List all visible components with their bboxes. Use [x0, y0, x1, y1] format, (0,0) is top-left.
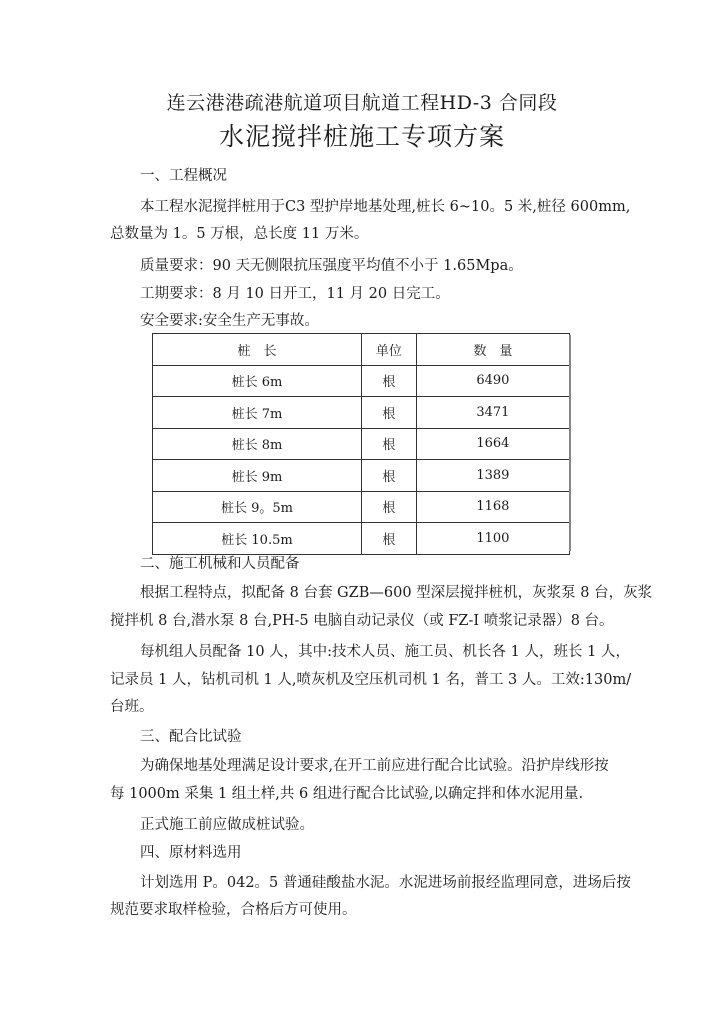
cell-quantity: 1100 [416, 523, 569, 555]
cell-pile-length: 桩长 10.5m [153, 523, 362, 555]
document-title: 水泥搅拌桩施工专项方案 [218, 122, 505, 151]
section-4-para-line: 规范要求取样检验，合格后方可使用。 [110, 902, 357, 918]
cell-quantity: 1389 [416, 460, 569, 492]
section-3-para-line: 每 1000m 采集 1 组土样,共 6 组进行配合比试验,以确定拌和体水泥用量. [110, 786, 584, 802]
section-2-para-line: 根据工程特点，拟配备 8 台套 GZB—600 型深层搅拌桩机，灰浆泵 8 台，灰浆 [140, 585, 653, 601]
table-row [153, 428, 570, 460]
pile-quantity-table [152, 333, 570, 555]
section-2-para-line: 记录员 1 人，钻机司机 1 人,喷灰机及空压机司机 1 名，普工 3 人。工效:130m/ [110, 672, 632, 688]
safety-requirement: 安全要求:安全生产无事故。 [140, 313, 319, 329]
cell-quantity: 6490 [416, 365, 569, 397]
section-3-para-line: 正式施工前应做成桩试验。 [140, 817, 314, 833]
cell-unit: 根 [361, 365, 416, 397]
cell-pile-length: 桩长 6m [153, 365, 362, 397]
quality-requirement: 质量要求：90 天无侧限抗压强度平均值不小于 1.65Mpa。 [140, 258, 523, 274]
section-1-para-line: 本工程水泥搅拌桩用于C3 型护岸地基处理,桩长 6~10。5 米,桩径 600mm, [140, 199, 631, 215]
section-2-heading: 二、施工机械和人员配备 [140, 556, 300, 572]
schedule-requirement: 工期要求：8 月 10 日开工，11 月 20 日完工。 [140, 286, 450, 302]
table-row [153, 397, 570, 429]
section-2-para-line: 每机组人员配备 10 人，其中:技术人员、施工员、机长各 1 人，班长 1 人， [140, 644, 630, 660]
table-row [153, 523, 570, 555]
section-1-para-line: 总数量为 1。5 万根，总长度 11 万米。 [110, 226, 369, 242]
section-2-para-line: 搅拌机 8 台,潜水泵 8 台,PH-5 电脑自动记录仪（或 FZ-I 喷浆记录器）8 台。 [110, 613, 614, 629]
section-4-heading: 四、原材料选用 [140, 845, 242, 861]
cell-unit: 根 [361, 491, 416, 523]
cell-pile-length: 桩长 9。5m [153, 491, 362, 523]
project-title: 连云港港疏港航道项目航道工程HD-3 合同段 [166, 92, 558, 114]
table-header-row [153, 334, 570, 366]
section-2-para-line: 台班。 [110, 699, 154, 715]
cell-pile-length: 桩长 8m [153, 428, 362, 460]
table-row [153, 460, 570, 492]
section-1-heading: 一、工程概况 [140, 168, 227, 184]
section-3-heading: 三、配合比试验 [140, 729, 242, 745]
cell-quantity: 1168 [416, 491, 569, 523]
cell-quantity: 1664 [416, 428, 569, 460]
section-4-para-line: 计划选用 P。042。5 普通硅酸盐水泥。水泥进场前报经监理同意，进场后按 [140, 875, 631, 891]
column-header-unit: 单位 [361, 334, 416, 366]
cell-pile-length: 桩长 7m [153, 397, 362, 429]
cell-pile-length: 桩长 9m [153, 460, 362, 492]
table-row [153, 491, 570, 523]
column-header-pile-length: 桩 长 [153, 334, 362, 366]
cell-unit: 根 [361, 397, 416, 429]
table-row [153, 365, 570, 397]
cell-unit: 根 [361, 428, 416, 460]
table-edge-shadow [569, 335, 571, 551]
cell-unit: 根 [361, 460, 416, 492]
cell-unit: 根 [361, 523, 416, 555]
column-header-quantity: 数 量 [416, 334, 569, 366]
section-3-para-line: 为确保地基处理满足设计要求,在开工前应进行配合比试验。沿护岸线形按 [140, 758, 609, 774]
cell-quantity: 3471 [416, 397, 569, 429]
